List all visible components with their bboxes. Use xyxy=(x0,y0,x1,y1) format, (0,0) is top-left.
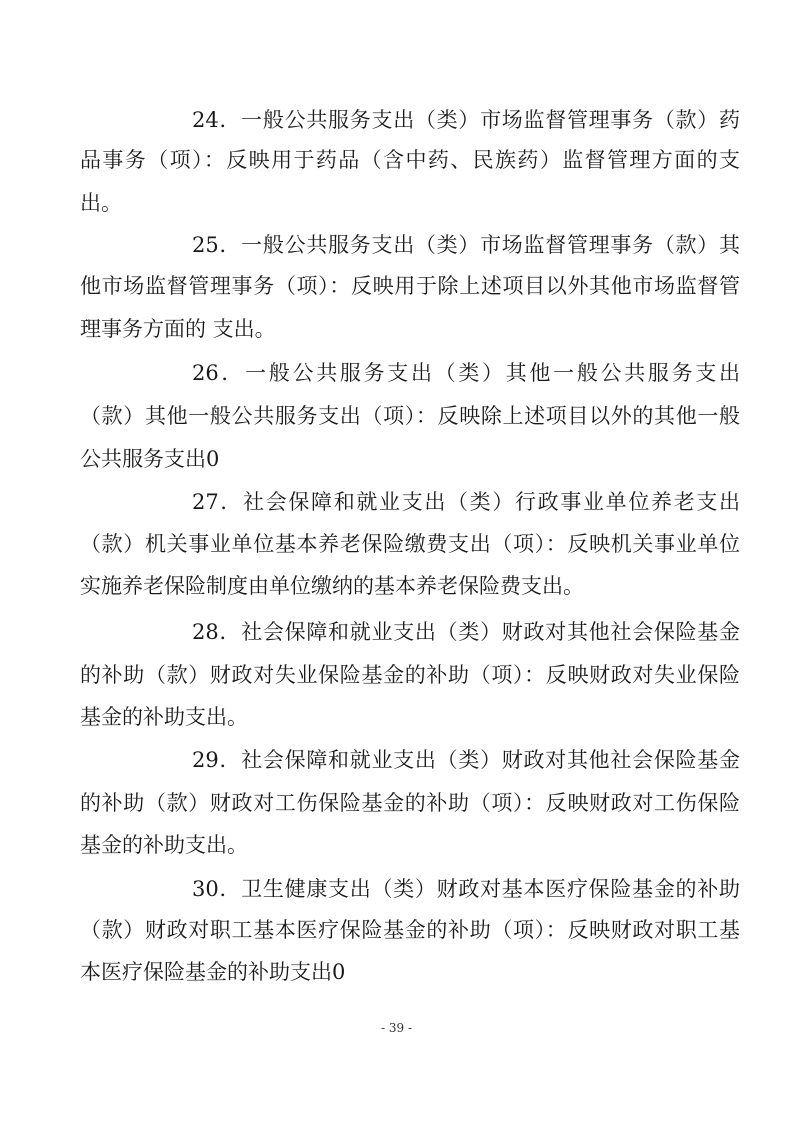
paragraph-25-line-1: 25．一般公共服务支出（类）市场监督管理事务（款）其 xyxy=(192,233,740,257)
paragraph-27-line-3: 实施养老保险制度由单位缴纳的基本养老保险费支出。 xyxy=(80,574,584,598)
paragraph-27-line-2: （款）机关事业单位基本养老保险缴费支出（项）：反映机关事业单位 xyxy=(80,532,740,556)
paragraph-29-line-3: 基金的补助支出。 xyxy=(80,833,248,857)
paragraph-29-line-2: 的补助（款）财政对工伤保险基金的补助（项）：反映财政对工伤保险 xyxy=(80,791,740,815)
paragraph-25-line-2: 他市场监督管理事务（项）：反映用于除上述项目以外其他市场监督管 xyxy=(80,274,740,298)
paragraph-28-line-2: 的补助（款）财政对失业保险基金的补助（项）：反映财政对失业保险 xyxy=(80,663,740,687)
paragraph-30-line-1: 30．卫生健康支出（类）财政对基本医疗保险基金的补助 xyxy=(192,877,740,901)
paragraph-28-line-3: 基金的补助支出。 xyxy=(80,705,248,729)
paragraph-24-line-2: 品事务（项）：反映用于药品（含中药、民族药）监督管理方面的支 xyxy=(80,148,740,172)
paragraph-28-line-1: 28．社会保障和就业支出（类）财政对其他社会保险基金 xyxy=(192,620,740,644)
paragraph-24-line-1: 24．一般公共服务支出（类）市场监督管理事务（款）药 xyxy=(192,108,740,132)
paragraph-25-line-3: 理事务方面的 支出。 xyxy=(80,317,276,341)
paragraph-29-line-1: 29．社会保障和就业支出（类）财政对其他社会保险基金 xyxy=(192,748,740,772)
paragraph-26-line-1: 26．一般公共服务支出（类）其他一般公共服务支出 xyxy=(192,361,740,385)
paragraph-30-line-2: （款）财政对职工基本医疗保险基金的补助（项）：反映财政对职工基 xyxy=(80,918,740,942)
page-number: - 39 - xyxy=(380,1021,412,1035)
paragraph-30-line-3: 本医疗保险基金的补助支出0 xyxy=(80,960,346,984)
paragraph-26-line-2: （款）其他一般公共服务支出（项）：反映除上述项目以外的其他一般 xyxy=(80,404,740,428)
paragraph-26-line-3: 公共服务支出0 xyxy=(80,447,220,471)
paragraph-27-line-1: 27．社会保障和就业支出（类）行政事业单位养老支出 xyxy=(192,490,740,514)
paragraph-24-line-3: 出。 xyxy=(80,191,122,215)
